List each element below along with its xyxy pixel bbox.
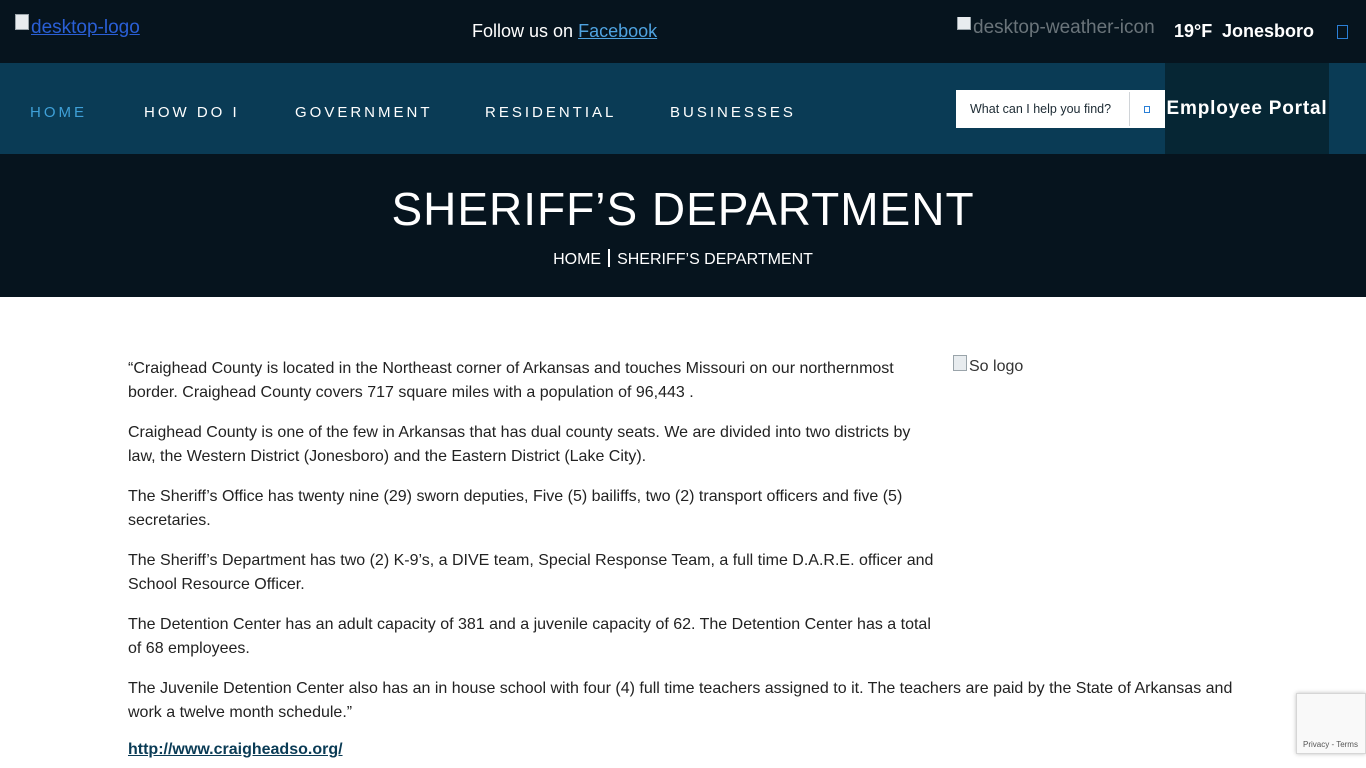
nav-item-residential[interactable]: RESIDENTIAL xyxy=(485,104,617,121)
broken-image-icon xyxy=(15,14,29,30)
logo-alt-text: desktop-logo xyxy=(31,17,140,38)
follow-us xyxy=(472,21,657,42)
broken-image-icon xyxy=(957,17,971,30)
paragraph: Craighead County is one of the few in Arkansas that has dual county seats. We are divided into two districts by law, the Western District (Jonesboro) and the Eastern District (Lake City). xyxy=(128,424,911,465)
nav-item-home[interactable]: HOME xyxy=(30,104,87,121)
so-logo-alt-text: So logo xyxy=(969,358,1024,375)
breadcrumb xyxy=(0,249,1366,269)
nav-item-government[interactable]: GOVERNMENT xyxy=(295,104,433,121)
search-input[interactable] xyxy=(958,92,1129,126)
search-box xyxy=(956,90,1165,128)
nav-item-how-do-i[interactable]: HOW DO I xyxy=(144,104,240,121)
breadcrumb-home[interactable]: HOME xyxy=(553,251,602,268)
nav-item-businesses[interactable]: BUSINESSES xyxy=(670,104,796,121)
page-header xyxy=(0,154,1366,297)
breadcrumb-separator xyxy=(608,249,610,267)
main-nav xyxy=(0,63,1366,154)
breadcrumb-current: SHERIFF’S DEPARTMENT xyxy=(617,251,813,268)
main-content xyxy=(128,357,1238,759)
temperature: 19°F xyxy=(1174,21,1213,41)
paragraph: The Juvenile Detention Center also has an in house school with four (4) full time teachers assigned to it. The teachers are paid by the State of Arkansas and work a twelve month schedule.” xyxy=(128,680,1233,721)
menu-toggle-icon[interactable] xyxy=(1337,25,1348,39)
page-title: SHERIFF’S DEPARTMENT xyxy=(391,183,975,235)
site-logo[interactable] xyxy=(15,17,140,39)
paragraph: The Sheriff’s Department has two (2) K-9’s, a DIVE team, Special Response Team, a full time D.A.R.E. officer and School Resource Officer. xyxy=(128,552,934,593)
weather-icon xyxy=(957,17,1173,39)
employee-portal-button[interactable]: Employee Portal xyxy=(1165,63,1329,154)
search-button[interactable] xyxy=(1129,92,1163,126)
broken-image-icon xyxy=(953,355,967,371)
paragraph: The Detention Center has an adult capacity of 381 and a juvenile capacity of 62. The Detention Center has a total of 68 employees. xyxy=(128,616,931,657)
recaptcha-links[interactable]: Privacy - Terms xyxy=(1303,740,1358,749)
paragraph: The Sheriff’s Office has twenty nine (29) sworn deputies, Five (5) bailiffs, two (2) transport officers and five (5) secretaries. xyxy=(128,488,903,529)
paragraph: “Craighead County is located in the Northeast corner of Arkansas and touches Missouri on our northernmost border. Craighead County covers 717 square miles with a population of 96,443 . xyxy=(128,360,894,401)
search-icon xyxy=(1144,106,1150,113)
city-name: Jonesboro xyxy=(1222,21,1315,41)
follow-prefix: Follow us on xyxy=(472,21,574,41)
sheriff-office-logo xyxy=(953,358,1023,376)
weather-alt-text: desktop-weather-icon xyxy=(973,17,1155,38)
sheriff-website-link[interactable]: http://www.craigheadso.org/ xyxy=(128,741,343,758)
facebook-link[interactable]: Facebook xyxy=(578,21,658,41)
recaptcha-badge[interactable] xyxy=(1296,693,1366,754)
top-bar xyxy=(0,0,1366,63)
